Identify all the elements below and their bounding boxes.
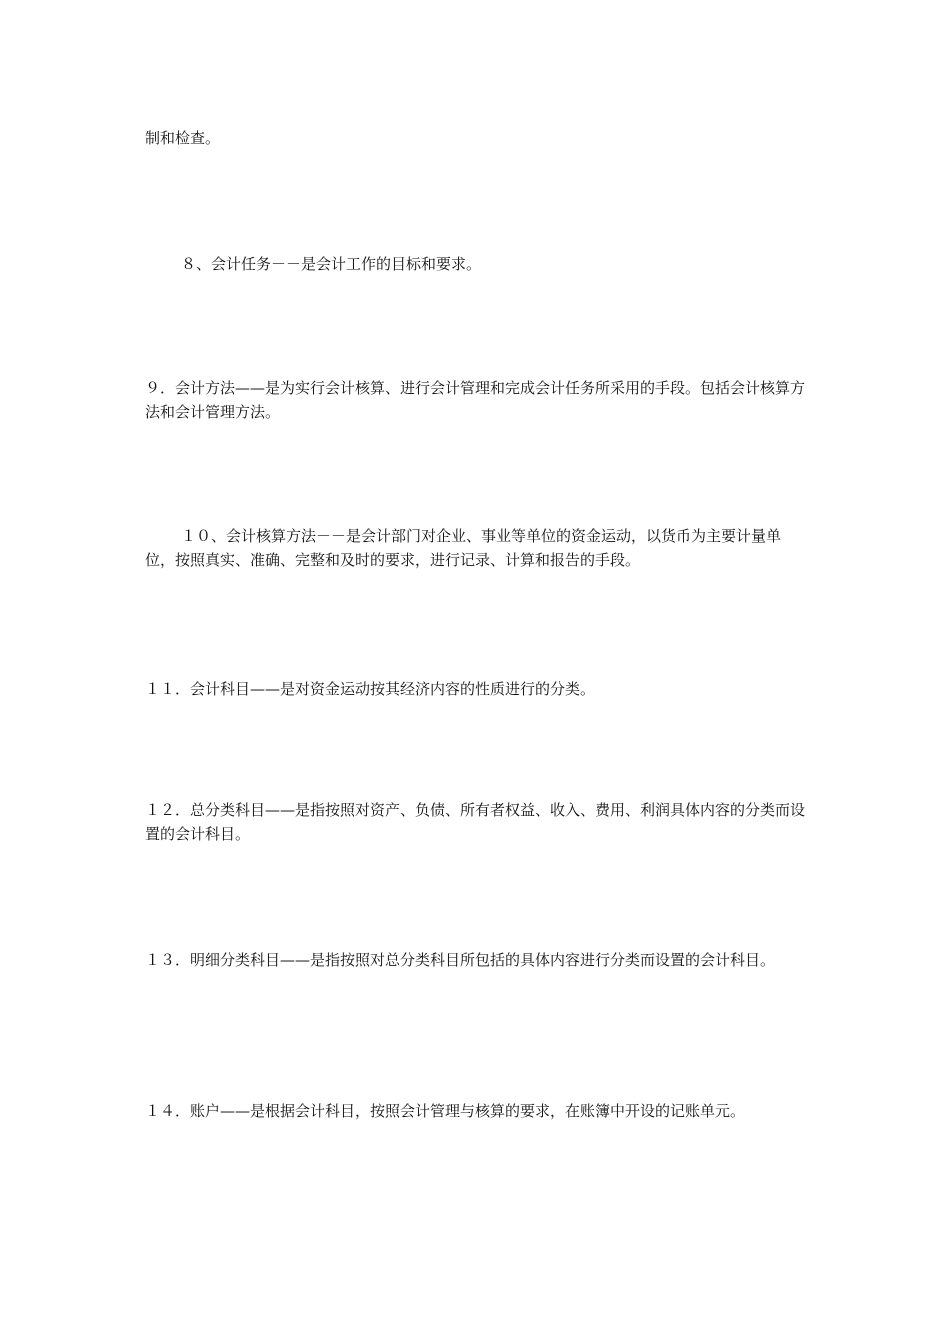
paragraph-accounting-method: ９．会计方法——是为实行会计核算、进行会计管理和完成会计任务所采用的手段。包括会计核算方法和会计管理方法。	[145, 379, 806, 421]
paragraph-continuation: 制和检查。	[145, 129, 221, 147]
paragraph-account: １４．账户——是根据会计科目，按照会计管理与核算的要求，在账簿中开设的记账单元。	[145, 1102, 746, 1120]
paragraph-detailed-subject: １３．明细分类科目——是指按照对总分类科目所包括的具体内容进行分类而设置的会计科目。	[145, 951, 776, 969]
paragraph-general-ledger-subject: １２．总分类科目——是指按照对资产、负债、所有者权益、收入、费用、利润具体内容的分类而设置的会计科目。	[145, 801, 806, 843]
paragraph-accounting-task: ８、会计任务－－是会计工作的目标和要求。	[181, 255, 482, 273]
paragraph-accounting-calculation-method: １０、会计核算方法－－是会计部门对企业、事业等单位的资金运动，以货币为主要计量单位，按照真实、准确、完整和及时的要求，进行记录、计算和报告的手段。	[145, 527, 782, 569]
paragraph-accounting-subject: １１．会计科目——是对资金运动按其经济内容的性质进行的分类。	[145, 680, 596, 698]
